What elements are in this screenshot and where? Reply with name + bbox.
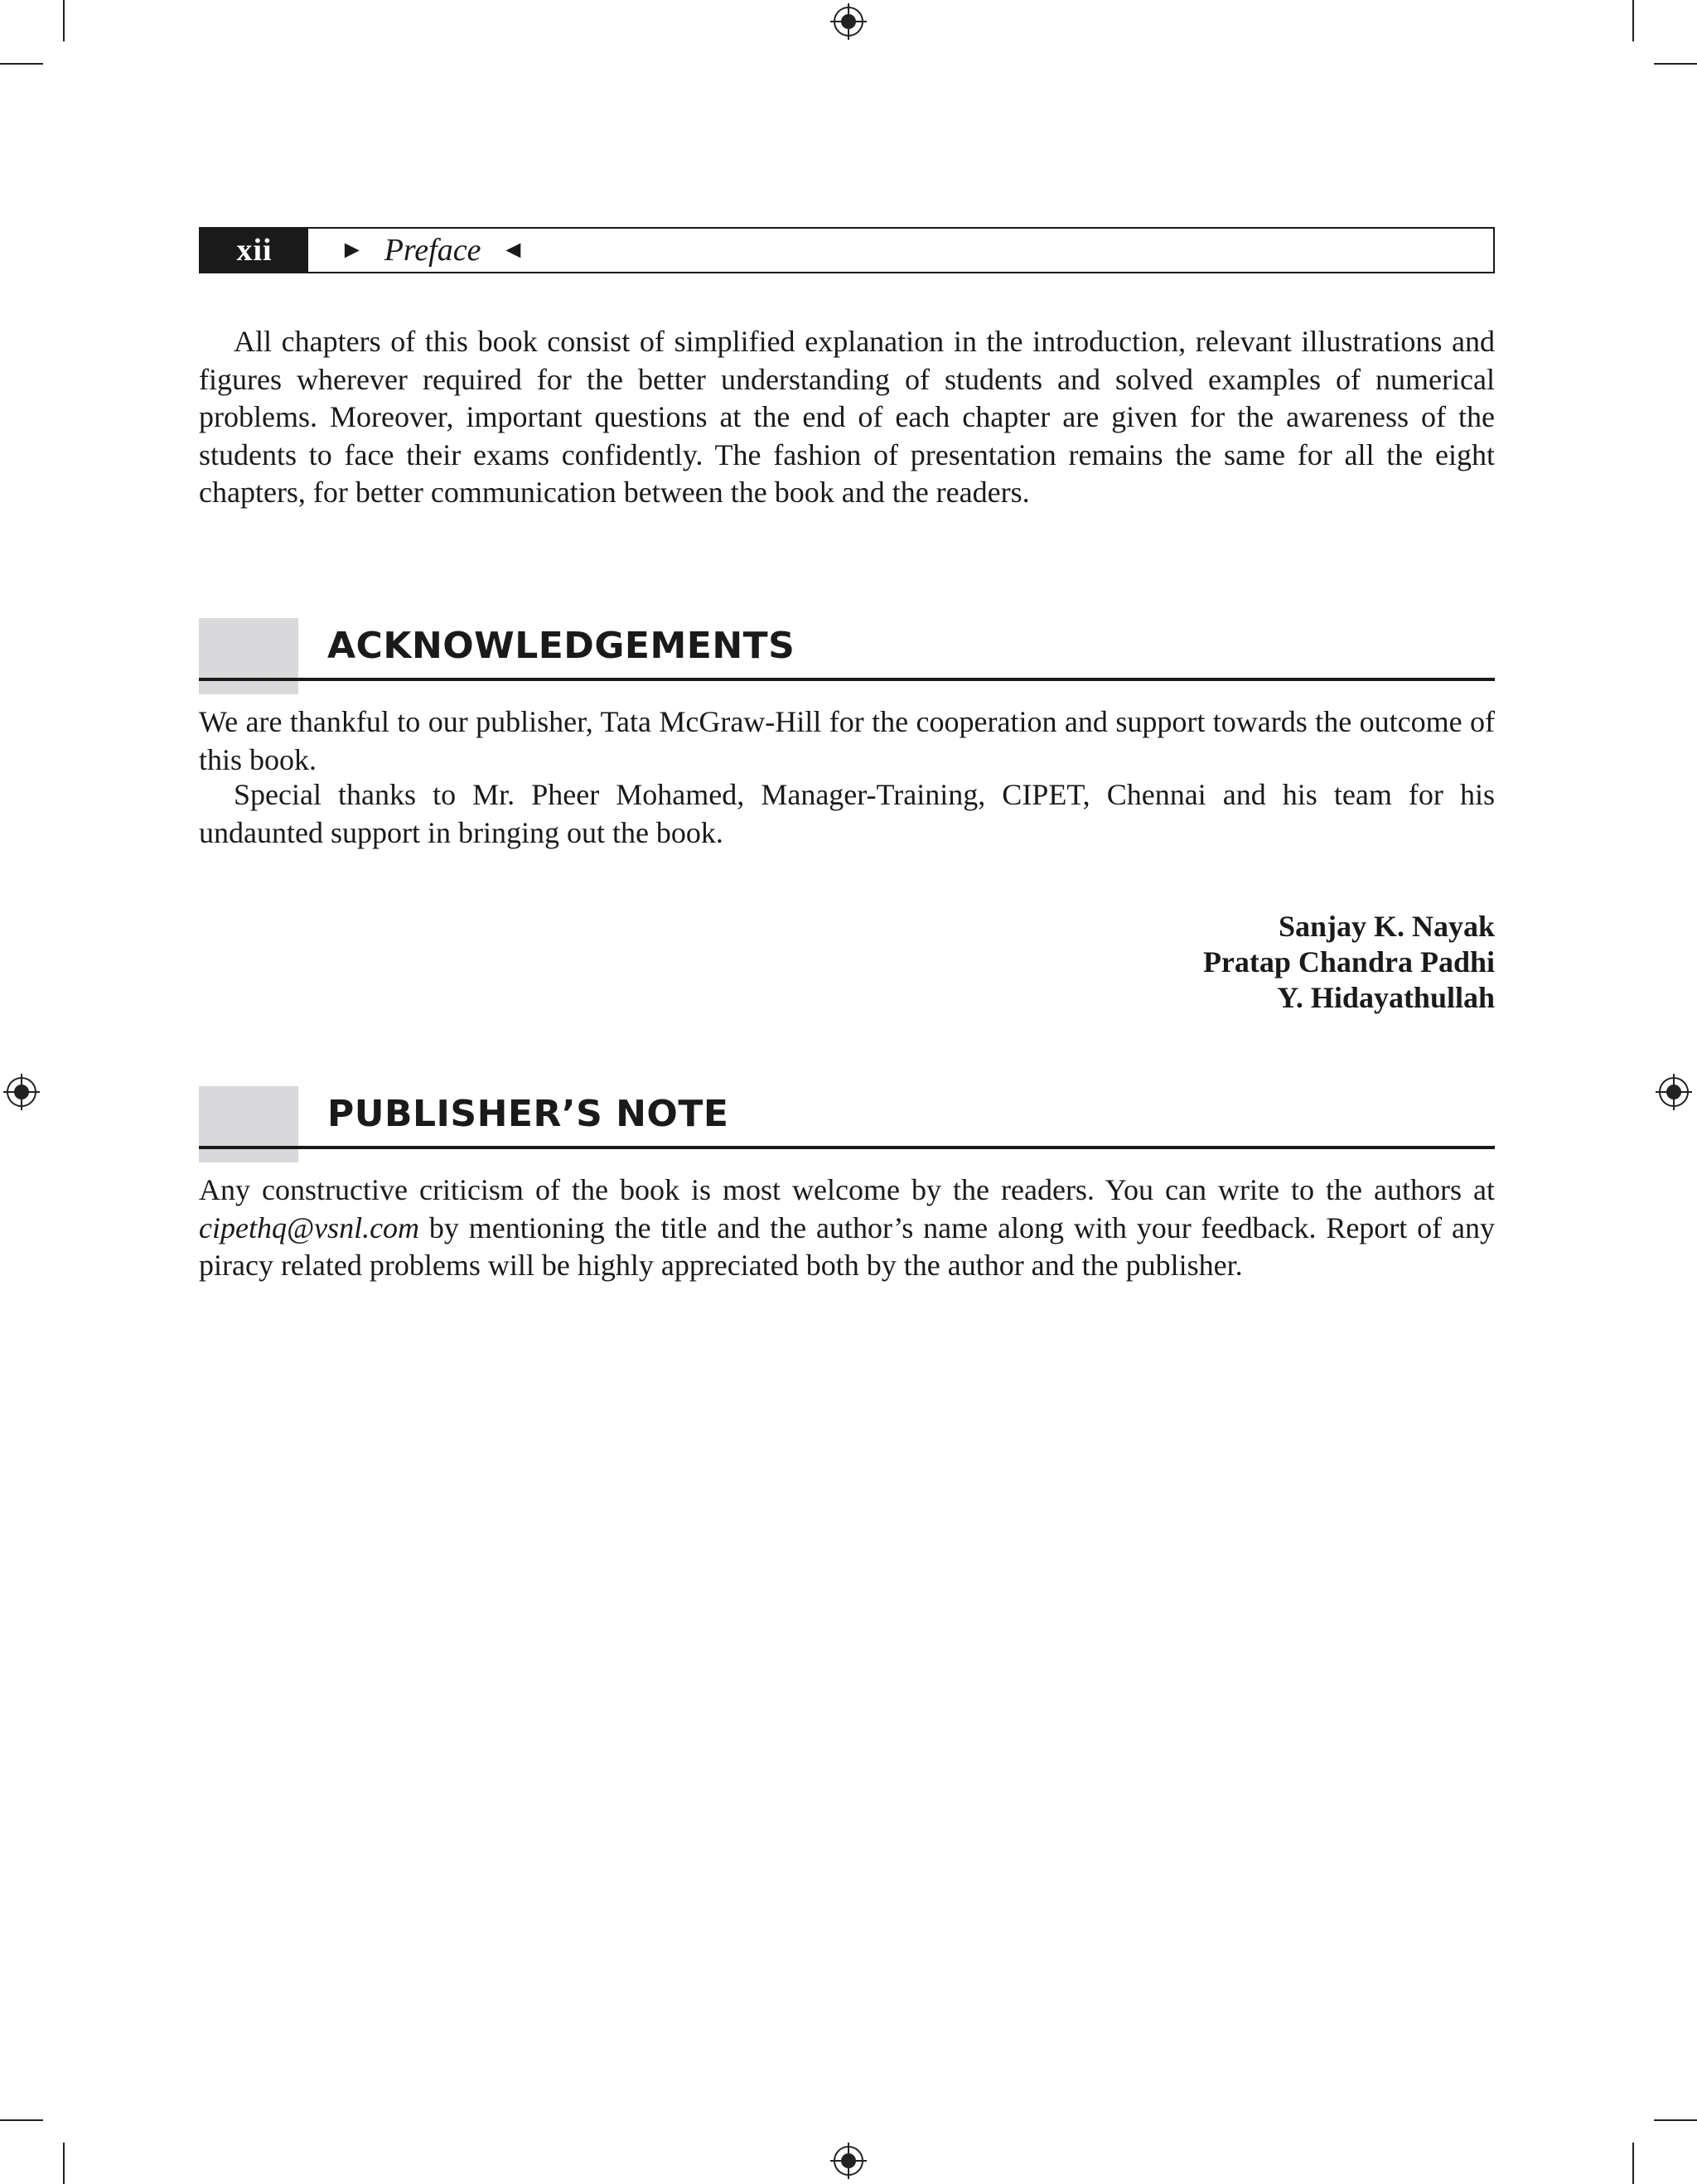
email-address: cipethq@vsnl.com (199, 1210, 420, 1244)
registration-mark-icon (830, 2143, 867, 2179)
crop-mark (1632, 2143, 1634, 2184)
crop-mark (0, 2119, 43, 2121)
signatory-name: Sanjay K. Nayak (1278, 910, 1495, 943)
intro-paragraph: All chapters of this book consist of simplified explanation in the introduction, relevant illustrations and figures wherever required for the better understanding of students and solved examples of numerical problems. Moreover, important questions at the end of each chapter are given for the awareness of the students to face their exams confidently. The fashion of presentation remains the same for all the eight chapters, for better communication between the book and the readers. (199, 325, 1495, 509)
registration-mark-icon (1656, 1074, 1692, 1110)
running-title: Preface (384, 233, 481, 268)
acknowledgements-section-header (199, 618, 1495, 694)
crop-mark (1654, 63, 1697, 65)
registration-mark-icon (830, 3, 867, 40)
acknowledgement-paragraph: Special thanks to Mr. Pheer Mohamed, Manager-Training, CIPET, Chennai and his team for his undaunted support in bringing out the book. (199, 778, 1495, 849)
heading-rule (199, 1146, 1495, 1149)
right-arrow-icon: ► (340, 236, 365, 263)
page-number: xii (201, 229, 308, 272)
publishers-note-paragraph (199, 1172, 1495, 1285)
publishers-note-section-header (199, 1086, 1495, 1162)
running-header (199, 227, 1495, 273)
crop-mark (0, 63, 43, 65)
note-text: by mentioning the title and the author’s name along with your feedback. Report of any piracy related problems will be highly appreciated both by the author and the publisher. (199, 1210, 1495, 1282)
crop-mark (63, 0, 65, 41)
section-heading: PUBLISHER’S NOTE (327, 1093, 729, 1135)
registration-mark-icon (3, 1074, 40, 1110)
crop-mark (63, 2143, 65, 2184)
note-text: Any constructive criticism of the book is most welcome by the readers. You can write to the authors at (199, 1173, 1495, 1206)
crop-mark (1632, 0, 1634, 41)
signatories (994, 909, 1495, 1016)
crop-mark (1654, 2119, 1697, 2121)
heading-rule (199, 678, 1495, 681)
section-heading: ACKNOWLEDGEMENTS (327, 625, 795, 667)
heading-accent-box (199, 1086, 298, 1162)
signatory-name: Y. Hidayathullah (1277, 981, 1495, 1014)
heading-accent-box (199, 618, 298, 694)
left-arrow-icon: ◄ (500, 236, 526, 263)
signatory-name: Pratap Chandra Padhi (1202, 945, 1495, 978)
acknowledgement-paragraph: We are thankful to our publisher, Tata McGraw-Hill for the cooperation and support towards the outcome of this book. (199, 705, 1495, 776)
